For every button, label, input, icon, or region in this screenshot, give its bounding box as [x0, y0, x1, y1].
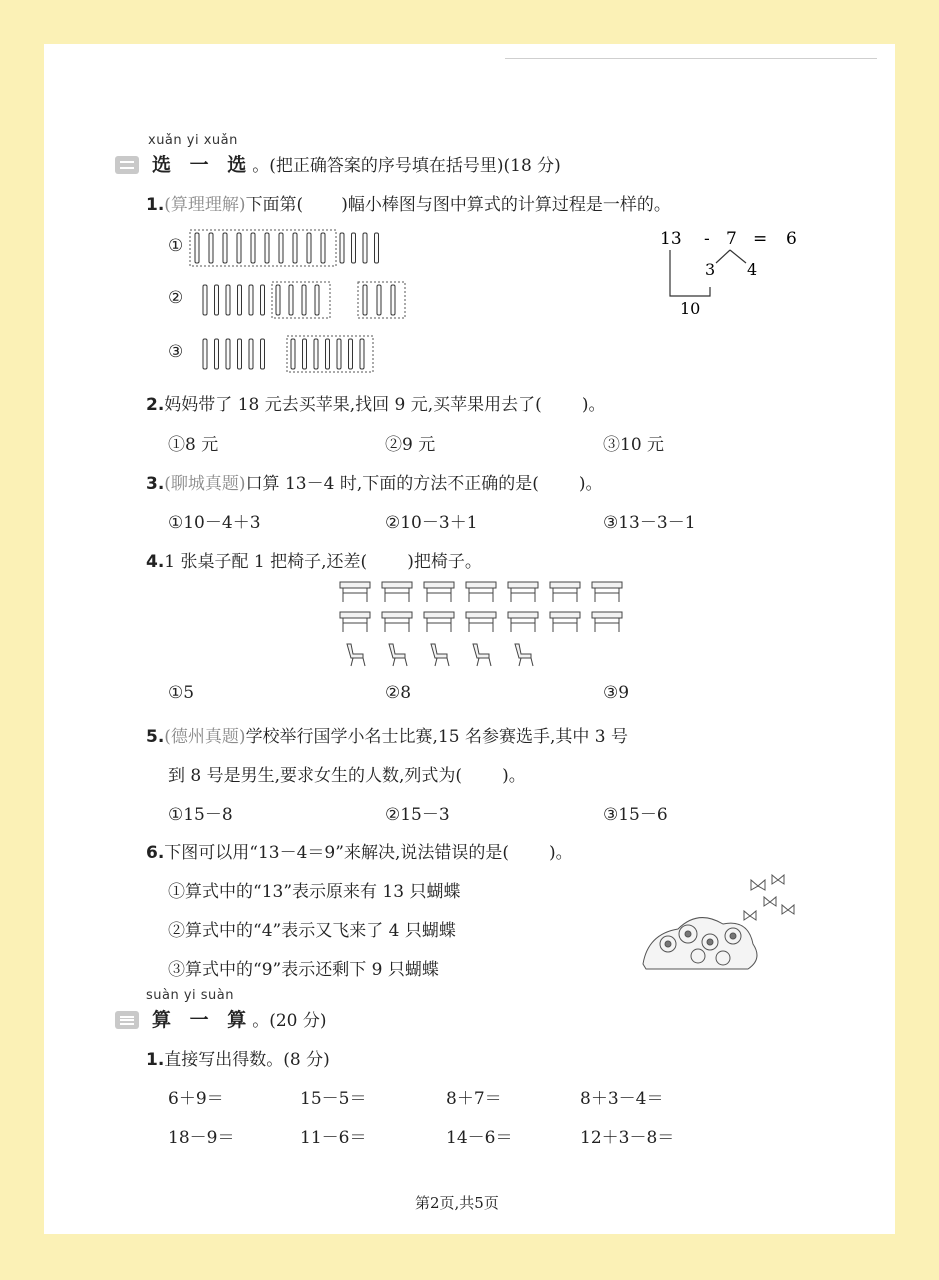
q3-number: 3. — [146, 474, 165, 494]
flower-bush-icon — [643, 918, 757, 969]
stick-icon — [237, 233, 241, 263]
q5-stem-line1 — [146, 722, 628, 747]
stick-icon — [315, 285, 319, 315]
desk-icon — [550, 582, 580, 602]
desk-icon — [340, 612, 370, 632]
desk-icon — [508, 612, 538, 632]
stick-icon — [340, 233, 344, 263]
stick-icon — [223, 233, 227, 263]
q4-option1[interactable]: ①5 — [168, 683, 195, 703]
q6-stem — [146, 838, 573, 863]
diagram-split-left — [716, 250, 730, 263]
stick-icon — [215, 339, 219, 369]
stick-icon — [238, 339, 242, 369]
stick-icon — [363, 285, 367, 315]
stick-icon — [249, 285, 253, 315]
section-two-icon — [115, 156, 139, 174]
q5-line1: 学校举行国学小名士比赛,15 名参赛选手,其中 3 号 — [245, 727, 629, 747]
q3-option1[interactable]: ①10－4＋3 — [168, 513, 261, 533]
q4-stem — [146, 547, 482, 572]
section1-heading — [152, 150, 561, 177]
desk-icon — [382, 612, 412, 632]
q1-option2-sticks — [203, 282, 405, 318]
stick-icon — [375, 233, 379, 263]
diagram-ten: 10 — [680, 299, 701, 318]
calc-item[interactable]: 8＋7＝ — [446, 1089, 502, 1109]
q5-stem-line2 — [168, 761, 526, 786]
stick-icon — [203, 339, 207, 369]
desk-icon — [508, 582, 538, 602]
stick-icon — [303, 339, 307, 369]
q1-option1-label: ① — [168, 236, 184, 256]
diagram-result: 6 — [786, 229, 797, 249]
q2-option3[interactable]: ③10 元 — [603, 435, 665, 455]
desk-icon — [466, 612, 496, 632]
q1-decomposition-diagram — [650, 225, 820, 325]
desk-icon — [424, 582, 454, 602]
diagram-split-right — [730, 250, 746, 263]
stick-icon — [314, 339, 318, 369]
q5-line2-b: )。 — [502, 766, 526, 786]
section-three-icon — [115, 1011, 139, 1029]
desk-icon — [424, 612, 454, 632]
q1-option3-label: ③ — [168, 342, 184, 362]
diagram-eq: = — [753, 229, 768, 249]
q1-tag: (算理理解) — [164, 195, 246, 215]
desk-icon — [592, 612, 622, 632]
q4-text-a: 1 张桌子配 1 把椅子,还差( — [164, 552, 368, 572]
stick-icon — [326, 339, 330, 369]
section2-note: 。(20 分) — [252, 1011, 327, 1031]
calc-stem — [146, 1045, 330, 1070]
stick-icon — [302, 285, 306, 315]
section1-note: 。(把正确答案的序号填在括号里)(18 分) — [252, 156, 561, 176]
q4-chairs — [347, 644, 533, 666]
stick-icon — [352, 233, 356, 263]
q6-butterflies-flowers-illustration — [638, 874, 798, 974]
stick-icon — [261, 285, 265, 315]
q1-sticks-figure — [185, 225, 425, 375]
chair-icon — [473, 644, 491, 666]
stick-icon — [349, 339, 353, 369]
desk-icon — [592, 582, 622, 602]
q4-text-b: )把椅子。 — [407, 552, 482, 572]
q1-option3-sticks — [203, 336, 373, 372]
q2-stem — [146, 390, 605, 415]
q5-option2[interactable]: ②15－3 — [385, 805, 450, 825]
stick-icon — [391, 285, 395, 315]
calc-item[interactable]: 11－6＝ — [300, 1128, 367, 1148]
desk-icon — [550, 612, 580, 632]
q1-option1-sticks — [190, 230, 379, 266]
stick-icon — [307, 233, 311, 263]
q3-text-a: 口算 13－4 时,下面的方法不正确的是( — [245, 474, 539, 494]
q2-text-b: )。 — [581, 395, 606, 415]
stick-icon — [226, 339, 230, 369]
stick-icon — [321, 233, 325, 263]
q4-option2[interactable]: ②8 — [385, 683, 412, 703]
chair-icon — [515, 644, 533, 666]
stick-icon — [363, 233, 367, 263]
q1-number: 1. — [146, 195, 165, 215]
q3-option3[interactable]: ③13－3－1 — [603, 513, 696, 533]
section2-title: 算 一 算 — [152, 1009, 253, 1031]
q5-option1[interactable]: ①15－8 — [168, 805, 233, 825]
chair-icon — [431, 644, 449, 666]
chair-icon — [389, 644, 407, 666]
desk-icon — [466, 582, 496, 602]
calc-item[interactable]: 14－6＝ — [446, 1128, 513, 1148]
header-rule — [505, 58, 877, 59]
q5-number: 5. — [146, 727, 165, 747]
stick-icon — [203, 285, 207, 315]
stick-icon — [209, 233, 213, 263]
stick-icon — [226, 285, 230, 315]
stick-icon — [195, 233, 199, 263]
q3-stem — [146, 469, 603, 494]
diagram-b: 7 — [726, 229, 737, 249]
stick-icon — [261, 339, 265, 369]
q5-option3[interactable]: ③15－6 — [603, 805, 668, 825]
stick-icon — [276, 285, 280, 315]
stick-icon — [291, 339, 295, 369]
calc-item[interactable]: 8＋3－4＝ — [580, 1089, 664, 1109]
q6-text-a: 下图可以用“13－4＝9”来解决,说法错误的是( — [164, 843, 509, 863]
stick-icon — [249, 339, 253, 369]
calc-item[interactable]: 12＋3－8＝ — [580, 1128, 675, 1148]
q2-number: 2. — [146, 395, 165, 415]
diagram-a: 13 — [660, 229, 682, 249]
q5-line2-a: 到 8 号是男生,要求女生的人数,列式为( — [168, 766, 463, 786]
stick-icon — [215, 285, 219, 315]
q1-option2-label: ② — [168, 288, 184, 308]
stick-icon — [279, 233, 283, 263]
q1-text-a: 下面第( — [245, 195, 304, 215]
calc-number: 1. — [146, 1050, 165, 1070]
stick-icon — [238, 285, 242, 315]
stick-icon — [265, 233, 269, 263]
calc-text: 直接写出得数。(8 分) — [164, 1050, 330, 1070]
stick-icon — [337, 339, 341, 369]
section2-heading — [152, 1005, 327, 1032]
butterfly-icon — [744, 875, 794, 920]
q4-number: 4. — [146, 552, 165, 572]
q3-text-b: )。 — [578, 474, 603, 494]
desk-icon — [382, 582, 412, 602]
diagram-split2: 4 — [747, 260, 758, 279]
group-box — [272, 282, 330, 318]
q3-tag: (聊城真题) — [164, 474, 246, 494]
section1-pinyin: xuǎn yi xuǎn — [148, 133, 238, 148]
q1-stem — [146, 190, 671, 215]
stick-icon — [360, 339, 364, 369]
q1-text-b: )幅小棒图与图中算式的计算过程是一样的。 — [341, 195, 671, 215]
q4-option3[interactable]: ③9 — [603, 683, 630, 703]
q6-option3[interactable]: ③算式中的“9”表示还剩下 9 只蝴蝶 — [168, 960, 439, 980]
q6-number: 6. — [146, 843, 165, 863]
q3-option2[interactable]: ②10－3＋1 — [385, 513, 478, 533]
diagram-minus: - — [704, 229, 710, 249]
q4-desks-chairs-figure — [335, 578, 635, 673]
q5-tag: (德州真题) — [164, 727, 246, 747]
q2-option2[interactable]: ②9 元 — [385, 435, 436, 455]
desk-icon — [340, 582, 370, 602]
calc-item[interactable]: 18－9＝ — [168, 1128, 235, 1148]
q2-text-a: 妈妈带了 18 元去买苹果,找回 9 元,买苹果用去了( — [164, 395, 542, 415]
q6-option2[interactable]: ②算式中的“4”表示又飞来了 4 只蝴蝶 — [168, 921, 456, 941]
q2-option1[interactable]: ①8 元 — [168, 435, 219, 455]
diagram-split1: 3 — [705, 260, 716, 279]
stick-icon — [251, 233, 255, 263]
diagram-ten-bracket — [670, 250, 710, 296]
q6-option1[interactable]: ①算式中的“13”表示原来有 13 只蝴蝶 — [168, 882, 461, 902]
stick-icon — [377, 285, 381, 315]
section1-title: 选 一 选 — [152, 154, 253, 176]
stick-icon — [293, 233, 297, 263]
section2-pinyin: suàn yi suàn — [146, 988, 235, 1003]
q6-text-b: )。 — [548, 843, 573, 863]
page-number: 第2页,共5页 — [415, 1194, 499, 1212]
q4-desks — [340, 582, 622, 632]
chair-icon — [347, 644, 365, 666]
stick-icon — [289, 285, 293, 315]
calc-item[interactable]: 15－5＝ — [300, 1089, 367, 1109]
calc-item[interactable]: 6＋9＝ — [168, 1089, 224, 1109]
